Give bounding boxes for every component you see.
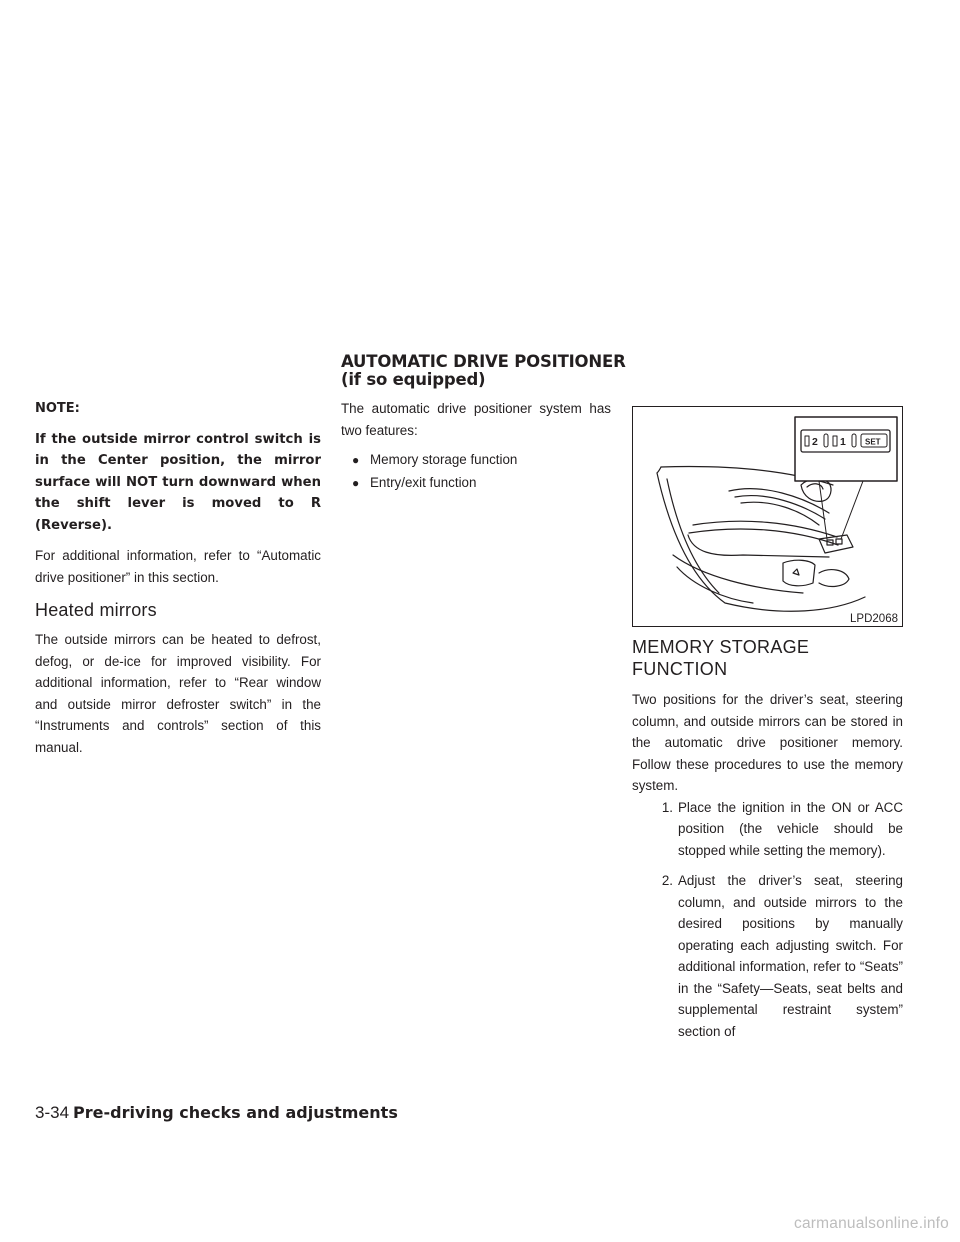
list-item	[352, 472, 611, 495]
intro-paragraph: The automatic drive positioner system has two features:	[341, 401, 611, 438]
heading-heated-mirrors: Heated mirrors	[35, 600, 157, 620]
list-item	[632, 870, 903, 1042]
list-item	[632, 797, 903, 862]
chapter-title: Pre-driving checks and adjustments	[73, 1103, 398, 1122]
watermark[interactable]: carmanualsonline.info	[794, 1215, 949, 1232]
step-number: 2.	[661, 873, 673, 888]
heated-mirrors-paragraph: The outside mirrors can be heated to defrost, defog, or de-ice for improved visibility. For additional information, refer to “Rear window and outside mirror defroster switch” in the “Instruments and controls” section of this manual.	[35, 632, 321, 755]
door-panel-figure	[632, 406, 903, 627]
switch-label-set: SET	[865, 437, 881, 447]
step-text: Adjust the driver’s seat, steering column, and outside mirrors to the desired positions by manually operating each adjusting switch. For additional information, refer to “Seats” in the “Safety—Seats, seat belts and supplemental restraint system” section of	[678, 873, 903, 1039]
column-right	[632, 636, 903, 1042]
step-text: Place the ignition in the ON or ACC position (the vehicle should be stopped while setting the memory).	[678, 799, 903, 858]
section-title: AUTOMATIC DRIVE POSITIONER (if so equipped)	[341, 352, 626, 389]
switch-label-1: 1	[840, 436, 846, 448]
bullet-icon: ●	[352, 453, 360, 467]
note-body: If the outside mirror control switch is in the Center position, the mirror surface will NOT turn downward when the shift lever is moved to R (Reverse).	[35, 431, 321, 533]
heading-memory-storage: MEMORY STORAGE FUNCTION	[632, 637, 810, 679]
column-middle	[341, 398, 611, 494]
note-heading: NOTE:	[35, 401, 80, 416]
page-footer	[35, 1102, 398, 1124]
page-number: 3-34	[35, 1103, 70, 1122]
column-left	[35, 398, 321, 758]
figure-code: LPD2068	[850, 613, 898, 625]
door-panel-illustration	[633, 407, 903, 627]
bullet-icon: ●	[352, 475, 360, 490]
reference-paragraph: For additional information, refer to “Automatic drive positioner” in this section.	[35, 548, 321, 585]
step-number: 1.	[661, 799, 673, 815]
list-item	[352, 449, 611, 472]
memory-intro-paragraph: Two positions for the driver’s seat, steering column, and outside mirrors can be stored in the automatic drive positioner memory. Follow these procedures to use the memory system.	[632, 692, 903, 793]
switch-label-2: 2	[812, 436, 818, 448]
list-item-text: Memory storage function	[370, 452, 518, 467]
list-item-text: Entry/exit function	[370, 474, 477, 490]
